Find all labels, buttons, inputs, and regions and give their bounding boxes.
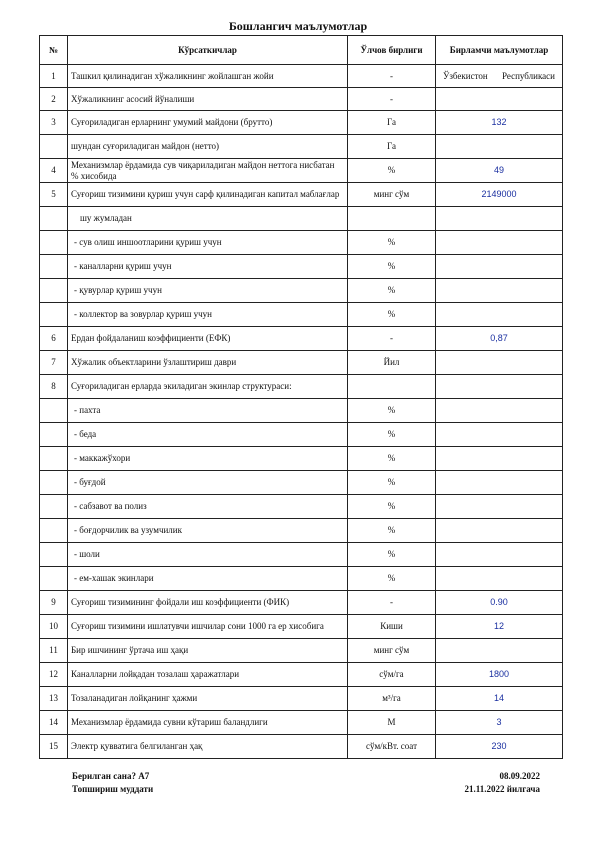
row-indicator: - беда <box>68 423 348 447</box>
table-row <box>40 207 563 231</box>
row-unit: % <box>348 399 436 423</box>
table-row <box>40 663 563 687</box>
row-indicator: Хўжалик объектларини ўзлаштириш даври <box>68 351 348 375</box>
row-number: 15 <box>40 735 68 759</box>
row-number: 11 <box>40 639 68 663</box>
row-value <box>436 495 563 519</box>
row-number: 3 <box>40 111 68 135</box>
row-value: 0,87 <box>436 327 563 351</box>
row-indicator: Каналларни лойқадан тозалаш ҳаражатлари <box>68 663 348 687</box>
given-date-value: 08.09.2022 <box>499 771 540 781</box>
table-row <box>40 303 563 327</box>
row-unit: Га <box>348 135 436 159</box>
row-number <box>40 495 68 519</box>
row-indicator: - буғдой <box>68 471 348 495</box>
table-header-row <box>40 36 563 65</box>
row-indicator: - пахта <box>68 399 348 423</box>
row-value <box>436 279 563 303</box>
row-unit: % <box>348 255 436 279</box>
row-number <box>40 567 68 591</box>
row-number: 14 <box>40 711 68 735</box>
header-unit: Ўлчов бирлиги <box>348 36 436 65</box>
row-indicator: Суғориш тизимининг фойдали иш коэффициенти (ФИК) <box>68 591 348 615</box>
row-indicator: Ташкил қилинадиган хўжаликнинг жойлашган жойи <box>68 65 348 88</box>
row-unit: % <box>348 159 436 183</box>
row-number <box>40 471 68 495</box>
row-unit: Киши <box>348 615 436 639</box>
header-indicator: Кўрсаткичлар <box>68 36 348 65</box>
row-unit: % <box>348 447 436 471</box>
table-row <box>40 279 563 303</box>
row-value: 12 <box>436 615 563 639</box>
row-number <box>40 135 68 159</box>
row-value <box>436 519 563 543</box>
table-row <box>40 519 563 543</box>
row-number: 1 <box>40 65 68 88</box>
row-number: 13 <box>40 687 68 711</box>
row-unit: % <box>348 303 436 327</box>
row-unit: - <box>348 65 436 88</box>
row-unit: минг сўм <box>348 639 436 663</box>
row-value <box>436 351 563 375</box>
table-row <box>40 159 563 183</box>
row-unit: сўм/га <box>348 663 436 687</box>
footer-due-row <box>72 784 540 794</box>
table-row <box>40 567 563 591</box>
header-value: Бирламчи маълумотлар <box>436 36 563 65</box>
row-number: 5 <box>40 183 68 207</box>
table-row <box>40 735 563 759</box>
row-unit: % <box>348 471 436 495</box>
row-indicator: Суғориш тизимини қуриш учун сарф қилинадиган капитал маблағлар <box>68 183 348 207</box>
row-value: 2149000 <box>436 183 563 207</box>
row-unit: сўм/кВт. соат <box>348 735 436 759</box>
row-value <box>436 375 563 399</box>
row-number: 10 <box>40 615 68 639</box>
row-number <box>40 231 68 255</box>
row-value <box>436 303 563 327</box>
table-row <box>40 375 563 399</box>
value-parts <box>439 71 559 81</box>
row-unit: минг сўм <box>348 183 436 207</box>
row-indicator: - қувурлар қуриш учун <box>68 279 348 303</box>
row-unit: - <box>348 88 436 111</box>
row-value <box>436 231 563 255</box>
table-row <box>40 615 563 639</box>
row-indicator: - сабзавот ва полиз <box>68 495 348 519</box>
row-indicator: Суғориш тизимини ишлатувчи ишчилар сони 1000 га ер хисобига <box>68 615 348 639</box>
row-value <box>436 423 563 447</box>
row-indicator: Механизмлар ёрдамида сув чиқариладиган майдон неттога нисбатан % хисобида <box>68 159 348 183</box>
row-value: 14 <box>436 687 563 711</box>
row-unit: % <box>348 495 436 519</box>
row-number: 8 <box>40 375 68 399</box>
header-num: № <box>40 36 68 65</box>
row-value <box>436 65 563 88</box>
row-value <box>436 567 563 591</box>
row-unit: % <box>348 423 436 447</box>
table-body <box>40 65 563 759</box>
row-unit: Га <box>348 111 436 135</box>
footer-given-row <box>72 771 540 781</box>
row-indicator: - боғдорчилик ва узумчилик <box>68 519 348 543</box>
row-unit: - <box>348 327 436 351</box>
row-indicator: шундан суғориладиган майдон (нетто) <box>68 135 348 159</box>
due-date-label: Топшириш муддати <box>72 784 154 794</box>
row-indicator: Суғориладиган ерларда экиладиган экинлар структураси: <box>68 375 348 399</box>
table-row <box>40 591 563 615</box>
due-date-value: 21.11.2022 йилгача <box>464 784 540 794</box>
row-value <box>436 639 563 663</box>
table-row <box>40 135 563 159</box>
row-value: 132 <box>436 111 563 135</box>
table-row <box>40 711 563 735</box>
row-indicator: шу жумладан <box>68 207 348 231</box>
row-indicator: - сув олиш иншоотларини қуриш учун <box>68 231 348 255</box>
table-row <box>40 423 563 447</box>
row-unit <box>348 207 436 231</box>
row-number <box>40 207 68 231</box>
row-number <box>40 255 68 279</box>
row-value <box>436 447 563 471</box>
row-value <box>436 543 563 567</box>
value-part: Республикаси <box>501 70 555 81</box>
row-value <box>436 207 563 231</box>
page-title: Бошлангич маълумотлар <box>228 19 368 33</box>
row-unit: М <box>348 711 436 735</box>
row-value <box>436 399 563 423</box>
table-row <box>40 255 563 279</box>
table-row <box>40 111 563 135</box>
row-unit: % <box>348 279 436 303</box>
row-unit: % <box>348 519 436 543</box>
row-indicator: - каналларни қуриш учун <box>68 255 348 279</box>
row-number <box>40 279 68 303</box>
row-number: 6 <box>40 327 68 351</box>
row-indicator: Ердан фойдаланиш коэффициенти (ЕФК) <box>68 327 348 351</box>
row-unit: % <box>348 567 436 591</box>
table-row <box>40 687 563 711</box>
row-value <box>436 255 563 279</box>
row-indicator: Механизмлар ёрдамида сувни кўтариш баландлиги <box>68 711 348 735</box>
row-number <box>40 303 68 327</box>
row-value <box>436 88 563 111</box>
row-indicator: - коллектор ва зовурлар қуриш учун <box>68 303 348 327</box>
table-row <box>40 231 563 255</box>
row-indicator: Бир ишчининг ўртача иш ҳақи <box>68 639 348 663</box>
row-indicator: Электр қувватига белгиланган ҳақ <box>68 735 348 759</box>
row-indicator: Хўжаликнинг асосий йўналиши <box>68 88 348 111</box>
row-number <box>40 543 68 567</box>
row-value: 49 <box>436 159 563 183</box>
row-value: 0.90 <box>436 591 563 615</box>
table-row <box>40 399 563 423</box>
table-row <box>40 327 563 351</box>
row-indicator: - маккажўхори <box>68 447 348 471</box>
table-row <box>40 495 563 519</box>
row-number: 2 <box>40 88 68 111</box>
row-number <box>40 519 68 543</box>
table-row <box>40 88 563 111</box>
data-table <box>39 35 563 759</box>
table-row <box>40 351 563 375</box>
row-number <box>40 447 68 471</box>
row-value: 3 <box>436 711 563 735</box>
row-unit: - <box>348 591 436 615</box>
table-row <box>40 447 563 471</box>
table-row <box>40 183 563 207</box>
row-number <box>40 423 68 447</box>
row-unit: м³/га <box>348 687 436 711</box>
given-date-label: Берилган сана? А7 <box>72 771 150 781</box>
table-row <box>40 639 563 663</box>
row-value: 230 <box>436 735 563 759</box>
row-value: 1800 <box>436 663 563 687</box>
row-indicator: Тозаланадиган лойқанинг ҳажми <box>68 687 348 711</box>
row-unit: % <box>348 231 436 255</box>
table-row <box>40 543 563 567</box>
row-unit: Йил <box>348 351 436 375</box>
row-indicator: - шоли <box>68 543 348 567</box>
table-row <box>40 65 563 88</box>
row-number: 12 <box>40 663 68 687</box>
row-value <box>436 471 563 495</box>
row-number: 4 <box>40 159 68 183</box>
row-number: 7 <box>40 351 68 375</box>
row-value <box>436 135 563 159</box>
row-unit: % <box>348 543 436 567</box>
row-number: 9 <box>40 591 68 615</box>
row-unit <box>348 375 436 399</box>
row-number <box>40 399 68 423</box>
row-indicator: Суғориладиган ерларнинг умумий майдони (брутто) <box>68 111 348 135</box>
table-row <box>40 471 563 495</box>
row-indicator: - ем-хашак экинлари <box>68 567 348 591</box>
value-part: Ўзбекистон <box>443 70 488 81</box>
